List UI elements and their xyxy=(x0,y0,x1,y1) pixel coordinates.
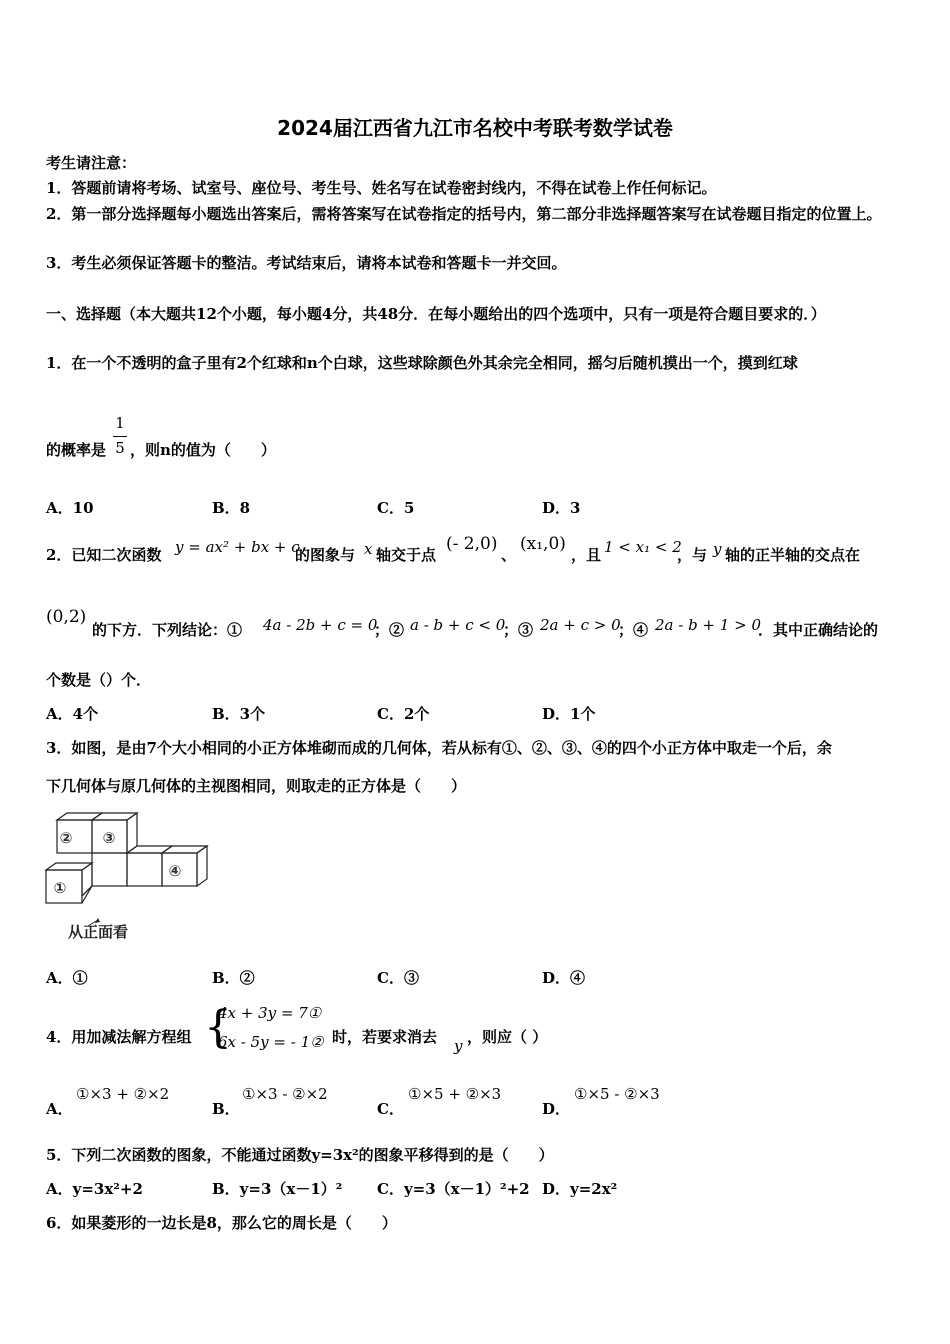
q2-line2-d: ；④ xyxy=(618,621,649,639)
q2-conclusion-3: 2a + c > 0 xyxy=(540,616,621,634)
q4-equation-1: 4x + 3y = 7① xyxy=(218,1004,322,1022)
q2-line2-c: ；③ xyxy=(503,621,534,639)
q4-option-a-letter: A． xyxy=(46,1100,73,1118)
cube-label-4: ④ xyxy=(168,862,182,880)
q3-option-a: A．① xyxy=(46,969,88,987)
cube-label-3: ③ xyxy=(102,829,116,847)
q5-stem: 5．下列二次函数的图象，不能通过函数y=3x²的图象平移得到的是（ ） xyxy=(46,1146,554,1164)
figure-caption: 从正面看 xyxy=(68,923,129,941)
q2-line2-a: 的下方．下列结论：① xyxy=(92,621,243,639)
q4-mid: 时，若要求消去 xyxy=(332,1028,438,1046)
q3-option-c: C．③ xyxy=(377,969,419,987)
section-heading: 一、选择题（本大题共12个小题，每小题4分，共48分．在每小题给出的四个选项中，只有一项是符合题目要求的．） xyxy=(46,305,826,323)
q1-stem-suffix: ，则n的值为（ ） xyxy=(130,441,276,459)
q2-y-var: y xyxy=(713,540,722,558)
q3-option-b: B．② xyxy=(212,969,255,987)
q4-option-a-expr: ①×3 + ②×2 xyxy=(76,1085,170,1103)
q1-stem: 1．在一个不透明的盒子里有2个红球和n个白球，这些球除颜色外其余完全相同，摇匀后随机摸出一个，摸到红球 xyxy=(46,354,798,372)
q2-point3: (0,2) xyxy=(46,607,87,627)
notice-item-3: 3．考生必须保证答题卡的整洁。考试结束后，请将本试卷和答题卡一并交回。 xyxy=(46,254,567,272)
notice-heading: 考生请注意： xyxy=(46,154,137,172)
q1-option-b: B．8 xyxy=(212,499,251,517)
q4-option-c-expr: ①×5 + ②×3 xyxy=(408,1085,502,1103)
q2-option-d: D．1个 xyxy=(542,705,596,723)
q2-point1: (- 2,0) xyxy=(446,534,498,554)
q1-frac-den: 5 xyxy=(115,439,125,457)
q4-option-b-letter: B． xyxy=(212,1100,240,1118)
q2-line2-e: ．其中正确结论的 xyxy=(758,621,879,639)
notice-item-1: 1．答题前请将考场、试室号、座位号、考生号、姓名写在试卷密封线内，不得在试卷上作任何标记。 xyxy=(46,179,717,197)
q4-suffix: ，则应（ ） xyxy=(467,1028,548,1046)
q1-frac-num: 1 xyxy=(115,414,125,432)
q2-x-var: x xyxy=(364,540,373,558)
q6-stem: 6．如果菱形的一边长是8，那么它的周长是（ ） xyxy=(46,1214,397,1232)
q2-inequality: 1 < x₁ < 2 xyxy=(604,538,682,556)
q3-stem2: 下几何体与原几何体的主视图相同，则取走的正方体是（ ） xyxy=(46,777,467,795)
q2-option-c: C．2个 xyxy=(377,705,430,723)
q2-line3: 个数是（）个． xyxy=(46,671,152,689)
q4-prefix: 4．用加减法解方程组 xyxy=(46,1028,192,1046)
q4-option-d-expr: ①×5 - ②×3 xyxy=(574,1085,660,1103)
q2-mid4: ，与 xyxy=(677,546,708,564)
q4-brace: { xyxy=(204,1002,232,1053)
q4-var: y xyxy=(454,1037,463,1055)
q2-conclusion-2: a - b + c < 0 xyxy=(410,616,506,634)
q2-option-b: B．3个 xyxy=(212,705,266,723)
q1-option-d: D．3 xyxy=(542,499,581,517)
q1-option-a: A．10 xyxy=(46,499,94,517)
q3-stem: 3．如图，是由7个大小相同的小正方体堆砌而成的几何体，若从标有①、②、③、④的四个小正方体中取走一个后，余 xyxy=(46,739,832,757)
q4-option-d-letter: D． xyxy=(542,1100,571,1118)
q2-sep: 、 xyxy=(501,546,517,564)
q5-option-a: A．y=3x²+2 xyxy=(46,1180,143,1198)
page-title: 2024届江西省九江市名校中考联考数学试卷 xyxy=(277,116,673,140)
q2-conclusion-4: 2a - b + 1 > 0 xyxy=(655,616,761,634)
notice-item-2: 2．第一部分选择题每小题选出答案后，需将答案写在试卷指定的括号内，第二部分非选择题答案写在试卷题目指定的位置上。 xyxy=(46,205,882,223)
q4-equation-2: 6x - 5y = - 1② xyxy=(218,1033,324,1051)
q4-option-b-expr: ①×3 - ②×2 xyxy=(242,1085,328,1103)
q1-stem-prefix: 的概率是 xyxy=(46,441,107,459)
q3-option-d: D．④ xyxy=(542,969,586,987)
cube-label-1: ① xyxy=(53,879,67,897)
q2-line2-b: ；② xyxy=(374,621,405,639)
q2-conclusion-1: 4a - 2b + c = 0 xyxy=(263,616,378,634)
q2-function: y = ax² + bx + c xyxy=(175,538,300,556)
q2-prefix: 2．已知二次函数 xyxy=(46,546,162,564)
q2-mid3: ，且 xyxy=(571,546,602,564)
q4-option-c-letter: C． xyxy=(377,1100,404,1118)
q2-mid2: 轴交于点 xyxy=(376,546,437,564)
q2-mid1: 的图象与 xyxy=(295,546,356,564)
q1-frac-line xyxy=(113,436,127,437)
q2-mid5: 轴的正半轴的交点在 xyxy=(725,546,861,564)
q1-option-c: C．5 xyxy=(377,499,415,517)
cube-label-2: ② xyxy=(59,829,73,847)
q2-point2: (x₁,0) xyxy=(520,534,566,554)
q5-option-d: D．y=2x² xyxy=(542,1180,618,1198)
cube-figure xyxy=(40,810,210,945)
q2-option-a: A．4个 xyxy=(46,705,99,723)
q5-option-c: C．y=3（x－1）²+2 xyxy=(377,1180,530,1198)
q5-option-b: B．y=3（x－1）² xyxy=(212,1180,343,1198)
